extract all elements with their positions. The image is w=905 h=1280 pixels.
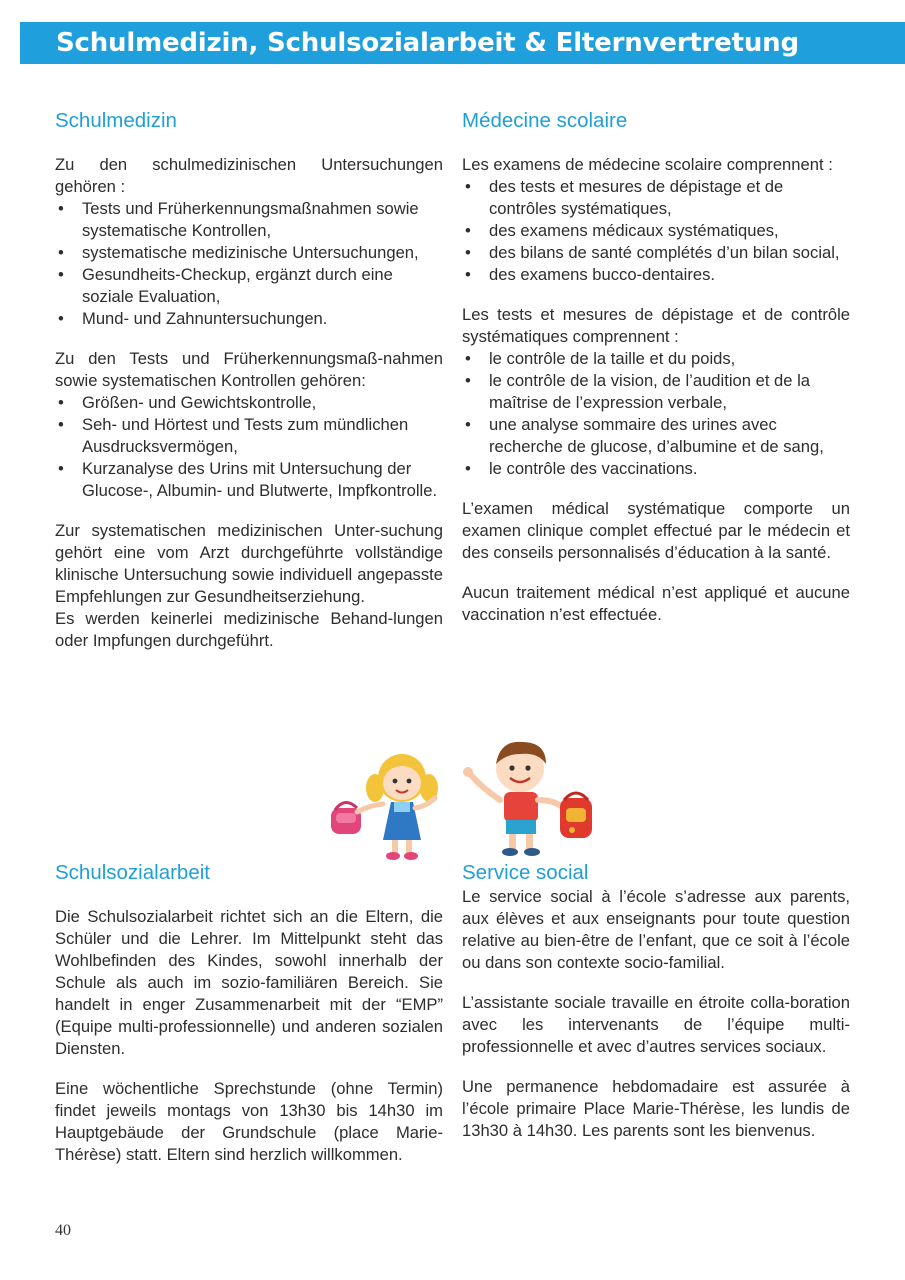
medecine-intro: Les examens de médecine scolaire comprennent : [462,155,833,174]
list-item: • Mund- und Zahnuntersuchungen. [55,308,443,330]
list-item: • Größen- und Gewichtskontrolle, [55,392,443,414]
service-social-section [462,860,850,1142]
medecine-list-1 [462,176,850,286]
list-item: • des examens bucco-dentaires. [462,264,850,286]
sozialarbeit-section [55,860,443,1166]
service-social-heading: Service social [462,861,589,884]
medecine-paragraph-2: Les tests et mesures de dépistage et de contrôle systématiques comprennent : [462,305,850,346]
medecine-list-2 [462,348,850,480]
service-social-paragraph-1: Le service social à l’école s’adresse aux parents, aux élèves et aux enseignants pour toute question relative au bien-être de l’enfant, que ce soit à l’école ou dans son contexte socio-familial. [462,887,850,972]
sozialarbeit-heading: Schulsozialarbeit [55,861,210,884]
page-banner [20,22,905,64]
list-item: • une analyse sommaire des urines avec recherche de glucose, d’albumine et de sang, [462,414,850,458]
list-item: • Seh- und Hörtest und Tests zum mündlichen Ausdrucksvermögen, [55,414,443,458]
list-item: • des bilans de santé complétés d’un bilan social, [462,242,850,264]
service-social-paragraph-3: Une permanence hebdomadaire est assurée à l’école primaire Place Marie-Thérèse, les lundis de 13h30 à 14h30. Les parents sont les bienvenus. [462,1077,850,1140]
schulmedizin-list-2 [55,392,443,502]
schulmedizin-heading: Schulmedizin [55,109,177,132]
boy-illustration-icon [460,738,610,863]
list-item: • Kurzanalyse des Urins mit Untersuchung der Glucose-, Albumin- und Blutwerte, Impfkontrolle. [55,458,443,502]
page-title: Schulmedizin, Schulsozialarbeit & Elternvertretung [56,28,799,58]
girl-illustration-icon [325,750,450,862]
medecine-heading: Médecine scolaire [462,109,628,132]
list-item: • le contrôle de la vision, de l’audition et de la maîtrise de l’expression verbale, [462,370,850,414]
schulmedizin-paragraph-3: Zur systematischen medizinischen Unter-suchung gehört eine vom Arzt durchgeführte vollständige klinische Untersuchung sowie individuell angepasste Empfehlungen zur Gesundheitserziehung. [55,521,443,606]
sozialarbeit-paragraph-2: Eine wöchentliche Sprechstunde (ohne Termin) findet jeweils montags von 13h30 bis 14h30 im Hauptgebäude der Grundschule (place Marie-Thérèse) statt. Eltern sind herzlich willkommen. [55,1079,443,1164]
list-item: • Gesundheits-Checkup, ergänzt durch eine soziale Evaluation, [55,264,443,308]
schulmedizin-list-1 [55,198,443,330]
schulmedizin-intro: Zu den schulmedizinischen Untersuchungen gehören : [55,155,443,196]
list-item: • des tests et mesures de dépistage et de contrôles systématiques, [462,176,850,220]
medecine-paragraph-4: Aucun traitement médical n’est appliqué et aucune vaccination n’est effectuée. [462,583,850,624]
page-number: 40 [55,1222,71,1239]
medecine-paragraph-3: L’examen médical systématique comporte un examen clinique complet effectué par le médecin et des conseils personnalisés d’éducation à la santé. [462,499,850,562]
service-social-paragraph-2: L’assistante sociale travaille en étroite colla-boration avec les intervenants de l’équipe multi-professionnelle et avec d’autres services sociaux. [462,993,850,1056]
list-item: • systematische medizinische Untersuchungen, [55,242,443,264]
list-item: • le contrôle des vaccinations. [462,458,850,480]
medecine-section [462,108,850,626]
schulmedizin-section [55,108,443,652]
sozialarbeit-paragraph-1: Die Schulsozialarbeit richtet sich an die Eltern, die Schüler und die Lehrer. Im Mittelpunkt steht das Wohlbefinden des Kindes, sowohl innerhalb der Schule als auch im sozio-familiären Bereich. Sie handelt in enger Zusammenarbeit mit der “EMP” (Equipe multi-professionnelle) und anderen sozialen Diensten. [55,907,443,1058]
schulmedizin-paragraph-4: Es werden keinerlei medizinische Behand-lungen oder Impfungen durchgeführt. [55,609,443,650]
list-item: • des examens médicaux systématiques, [462,220,850,242]
list-item: • Tests und Früherkennungsmaßnahmen sowie systematische Kontrollen, [55,198,443,242]
list-item: • le contrôle de la taille et du poids, [462,348,850,370]
schulmedizin-paragraph-2: Zu den Tests und Früherkennungsmaß-nahmen sowie systematischen Kontrollen gehören: [55,349,443,390]
